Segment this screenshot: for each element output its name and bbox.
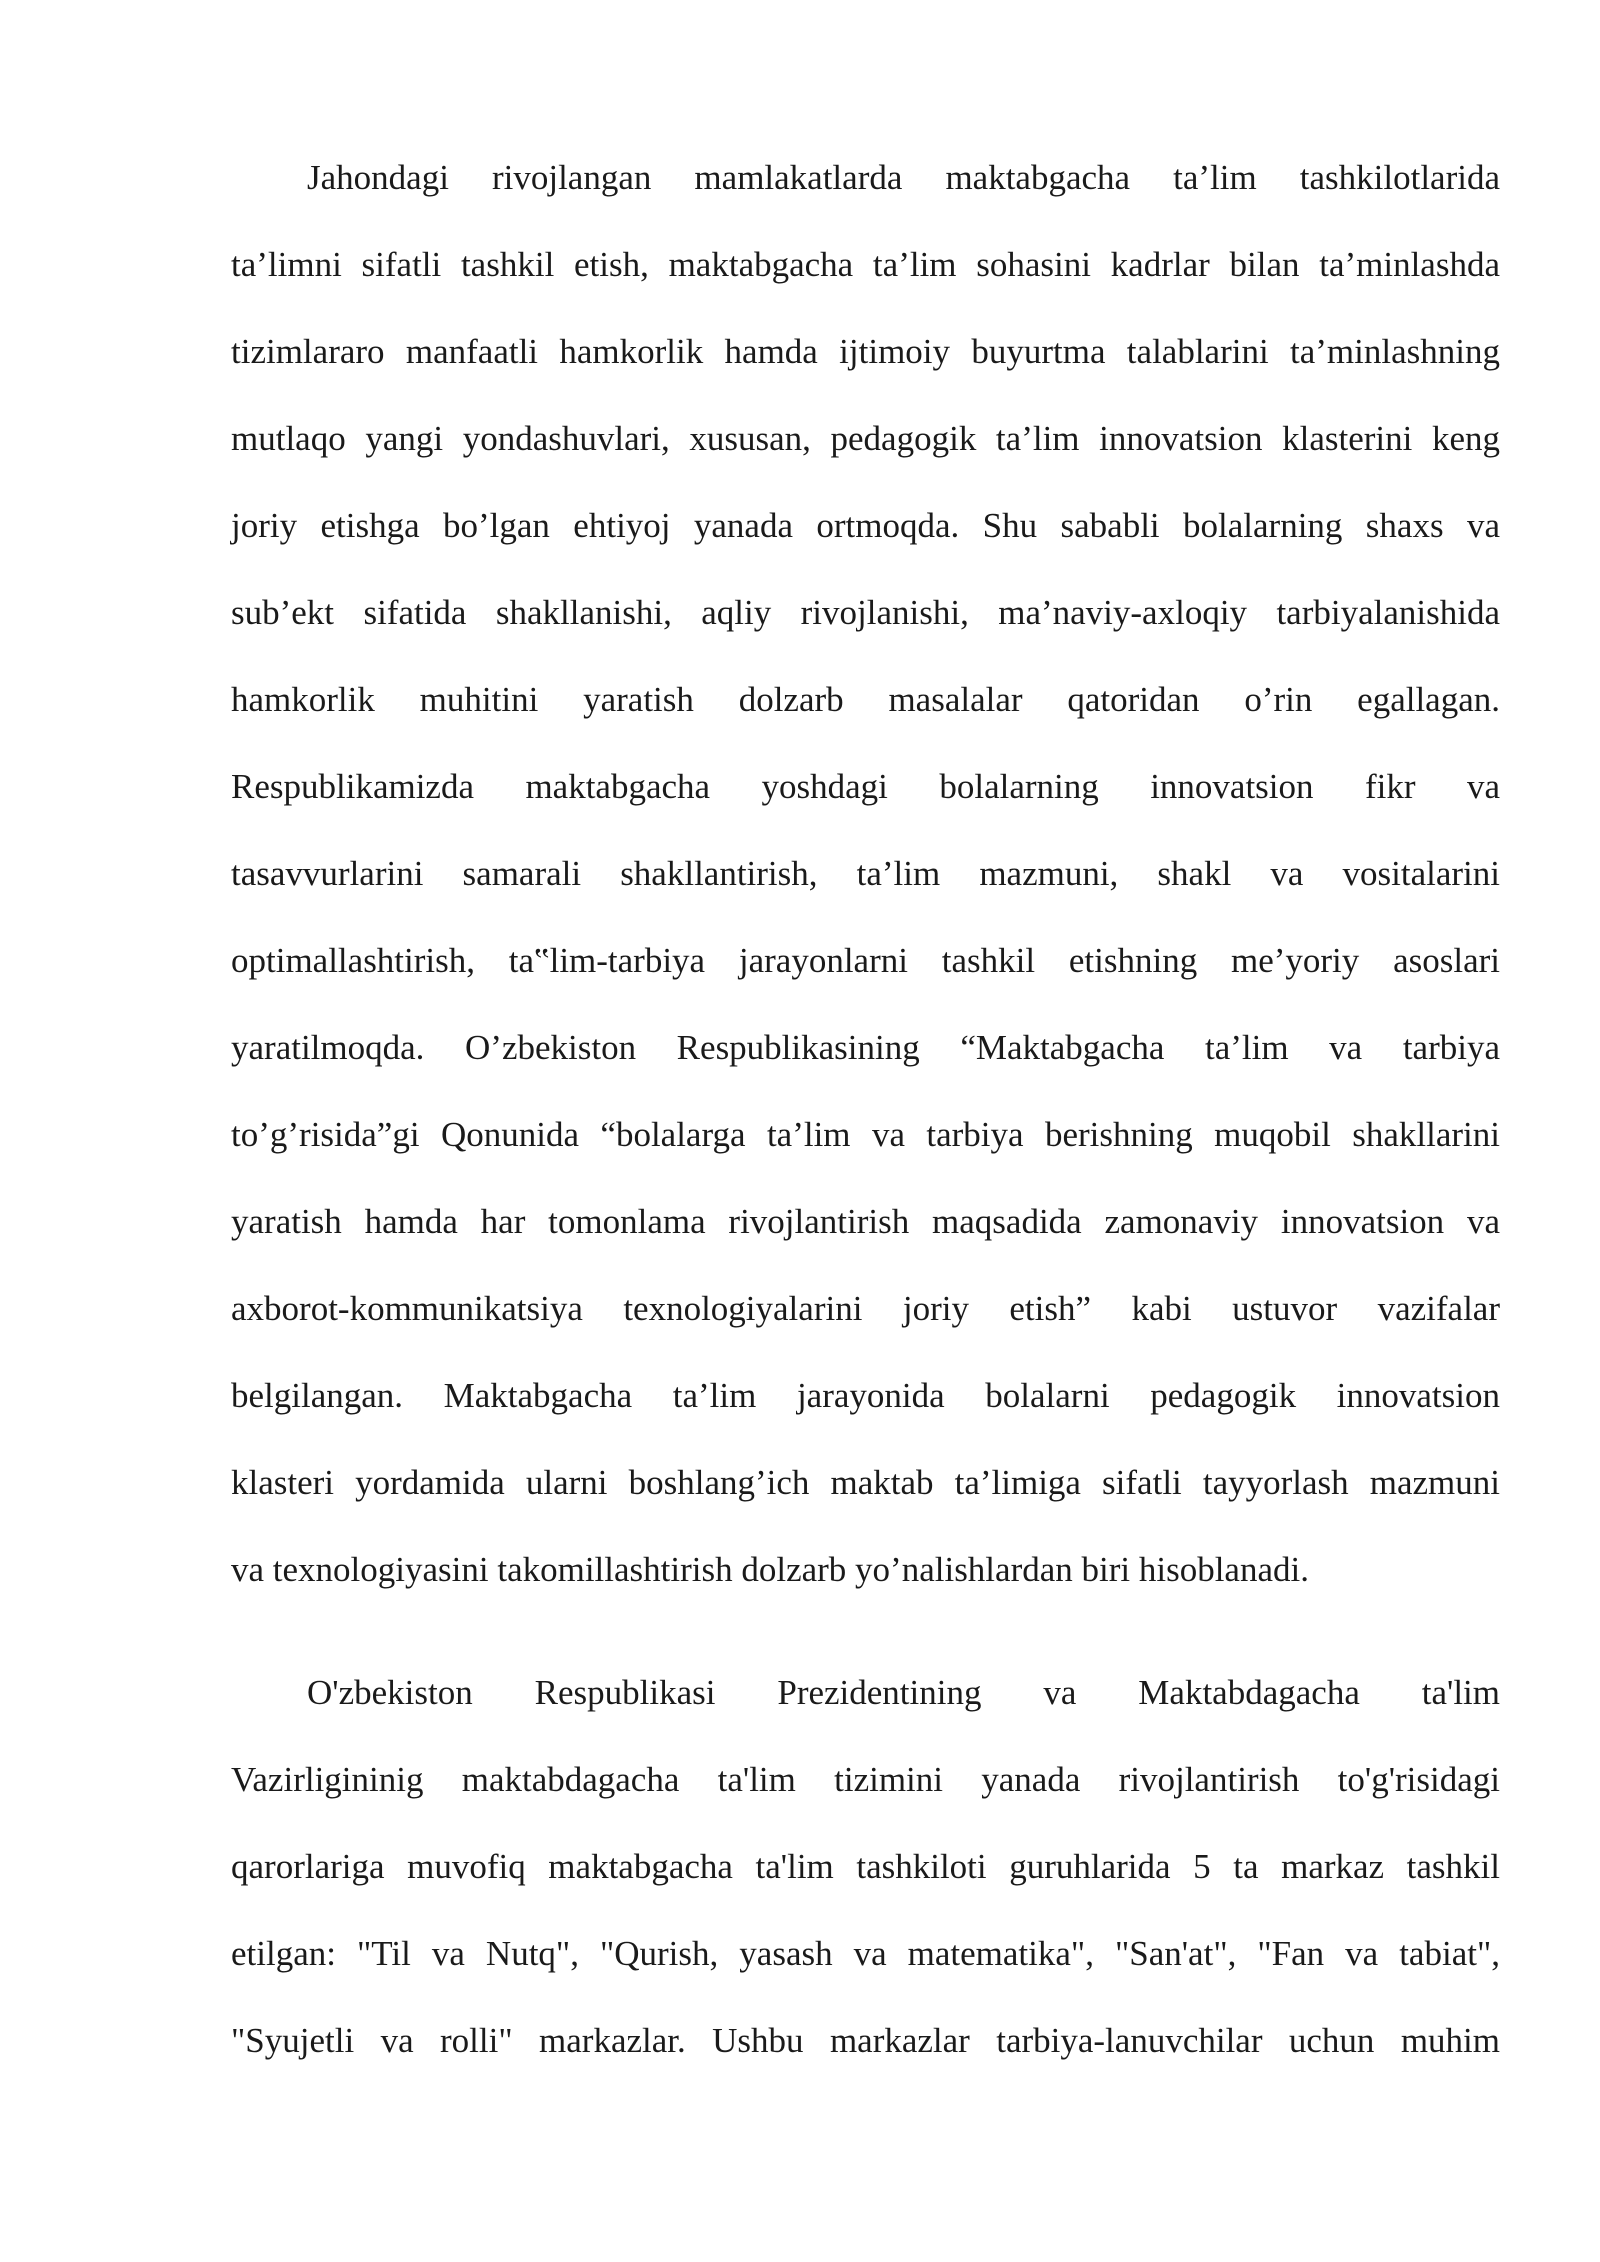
paragraph-spacer	[231, 1627, 1500, 1663]
text-line: yaratish hamda har tomonlama rivojlantirish maqsadida zamonaviy innovatsion va	[231, 1202, 1500, 1241]
text-line: hamkorlik muhitini yaratish dolzarb masalalar qatoridan o’rin egallagan.	[231, 680, 1500, 719]
text-line: mutlaqo yangi yondashuvlari, xususan, pedagogik ta’lim innovatsion klasterini keng	[231, 419, 1500, 458]
text-line: va texnologiyasini takomillashtirish dolzarb yo’nalishlardan biri hisoblanadi.	[231, 1550, 1309, 1589]
paragraph-1	[231, 148, 1500, 1627]
text-line: Respublikamizda maktabgacha yoshdagi bolalarning innovatsion fikr va	[231, 767, 1500, 806]
text-line: yaratilmoqda. O’zbekiston Respublikasining “Maktabgacha ta’lim va tarbiya	[231, 1028, 1500, 1067]
text-line: tasavvurlarini samarali shakllantirish, ta’lim mazmuni, shakl va vositalarini	[231, 854, 1500, 893]
text-line: "Syujetli va rolli" markazlar. Ushbu markazlar tarbiya-lanuvchilar uchun muhim	[231, 2021, 1500, 2060]
text-line: to’g’risida”gi Qonunida “bolalarga ta’lim va tarbiya berishning muqobil shakllarini	[231, 1115, 1500, 1154]
text-line: optimallashtirish, ta‟lim-tarbiya jarayonlarni tashkil etishning me’yoriy asoslari	[231, 941, 1500, 980]
text-line: etilgan: "Til va Nutq", "Qurish, yasash va matematika", "San'at", "Fan va tabiat",	[231, 1934, 1500, 1973]
text-line: qarorlariga muvofiq maktabgacha ta'lim tashkiloti guruhlarida 5 ta markaz tashkil	[231, 1847, 1500, 1886]
text-line: O'zbekiston Respublikasi Prezidentining va Maktabdagacha ta'lim	[307, 1673, 1500, 1712]
text-line: joriy etishga bo’lgan ehtiyoj yanada ortmoqda. Shu sababli bolalarning shaxs va	[231, 506, 1500, 545]
text-line: klasteri yordamida ularni boshlang’ich maktab ta’limiga sifatli tayyorlash mazmuni	[231, 1463, 1500, 1502]
text-line: sub’ekt sifatida shakllanishi, aqliy rivojlanishi, ma’naviy-axloqiy tarbiyalanishida	[231, 593, 1500, 632]
text-line: axborot-kommunikatsiya texnologiyalarini joriy etish” kabi ustuvor vazifalar	[231, 1289, 1500, 1328]
text-line: ta’limni sifatli tashkil etish, maktabgacha ta’lim sohasini kadrlar bilan ta’minlashda	[231, 245, 1500, 284]
document-body	[231, 148, 1500, 2098]
paragraph-2	[231, 1663, 1500, 2098]
text-line: Jahondagi rivojlangan mamlakatlarda maktabgacha ta’lim tashkilotlarida	[307, 158, 1500, 197]
text-line: Vazirligininig maktabdagacha ta'lim tizimini yanada rivojlantirish to'g'risidagi	[231, 1760, 1500, 1799]
text-line: belgilangan. Maktabgacha ta’lim jarayonida bolalarni pedagogik innovatsion	[231, 1376, 1500, 1415]
text-line: tizimlararo manfaatli hamkorlik hamda ijtimoiy buyurtma talablarini ta’minlashning	[231, 332, 1500, 371]
